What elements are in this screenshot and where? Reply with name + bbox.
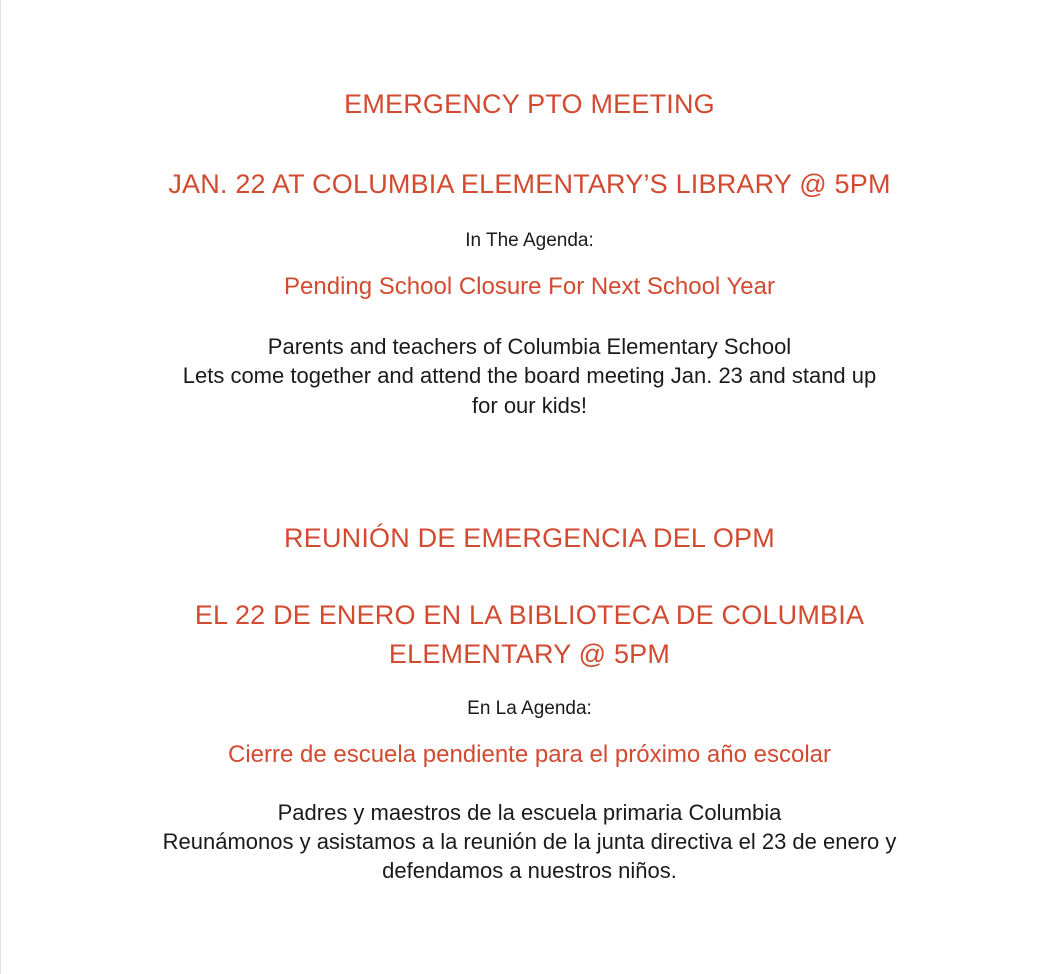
english-message-line-1: Parents and teachers of Columbia Elementary School (267, 334, 792, 359)
spanish-date-location-line-2: ELEMENTARY @ 5PM (388, 639, 671, 669)
english-message-line-3: for our kids! (472, 393, 587, 418)
english-title: EMERGENCY PTO MEETING (344, 89, 715, 119)
spanish-message-line-3: defendamos a nuestros niños. (382, 858, 677, 883)
spanish-title: REUNIÓN DE EMERGENCIA DEL OPM (284, 523, 775, 553)
spanish-agenda-item: Cierre de escuela pendiente para el próximo año escolar (227, 741, 832, 768)
spanish-date-location-line-1: EL 22 DE ENERO EN LA BIBLIOTECA DE COLUMBIA (194, 600, 865, 630)
english-message-line-2: Lets come together and attend the board meeting Jan. 23 and stand up (182, 363, 877, 388)
english-agenda-label: In The Agenda: (465, 230, 594, 251)
english-date-location: JAN. 22 AT COLUMBIA ELEMENTARY’S LIBRARY @ 5PM (168, 169, 891, 199)
english-agenda-item: Pending School Closure For Next School Year (284, 273, 775, 300)
spanish-message-line-1: Padres y maestros de la escuela primaria Columbia (277, 800, 782, 825)
spanish-message-line-2: Reunámonos y asistamos a la reunión de la junta directiva el 23 de enero y (162, 829, 897, 854)
spanish-agenda-label: En La Agenda: (467, 698, 592, 719)
